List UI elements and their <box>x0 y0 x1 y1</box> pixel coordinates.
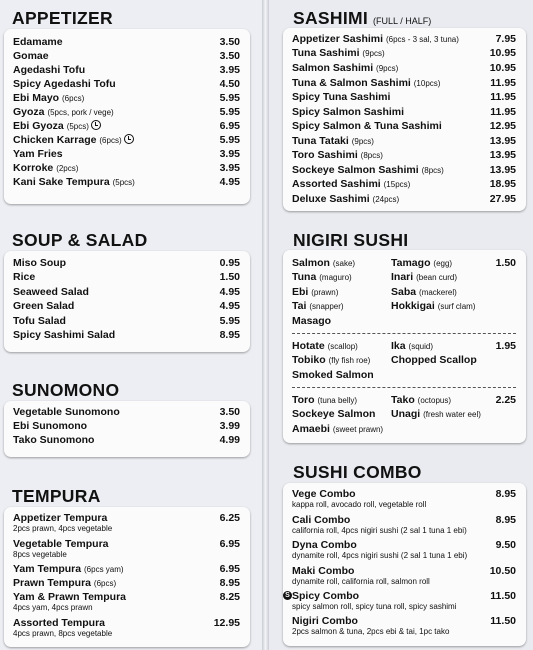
item-note: (15pcs) <box>383 180 411 189</box>
item-price: 13.95 <box>489 164 516 176</box>
item-name: Spicy Salmon Sashimi <box>292 106 405 118</box>
item-price: 3.50 <box>219 50 240 62</box>
item-note: (24pcs) <box>372 195 400 204</box>
menu-item <box>13 577 240 591</box>
item-name: Salmon Sashimi (9pcs) <box>292 62 399 74</box>
item-price: 10.95 <box>489 62 516 74</box>
item-price: 5.95 <box>219 315 240 327</box>
menu-item <box>13 78 240 92</box>
appetizer-heading: APPETIZER <box>12 8 113 28</box>
nigiri-box <box>283 250 526 443</box>
sunomono-box <box>4 401 250 457</box>
item-name: Appetizer Tempura <box>13 512 108 524</box>
menu-item <box>13 617 240 643</box>
sushi-combo-heading: SUSHI COMBO <box>293 462 422 482</box>
menu-item <box>292 514 516 540</box>
item-note: (8pcs) <box>421 166 444 175</box>
item-price: 5.95 <box>219 92 240 104</box>
nigiri-heading: NIGIRI SUSHI <box>293 230 409 250</box>
nigiri-item: Tobiko (fly fish roe) <box>292 354 371 366</box>
item-price: 12.95 <box>489 120 516 132</box>
menu-item <box>292 33 516 47</box>
item-name: Tako Sunomono <box>13 434 95 446</box>
menu-item <box>292 193 516 207</box>
item-price: 4.95 <box>219 286 240 298</box>
item-name: Spicy Agedashi Tofu <box>13 78 116 90</box>
menu-item <box>13 176 240 190</box>
menu-item <box>292 77 516 91</box>
menu-item <box>13 434 240 448</box>
menu-item <box>13 271 240 285</box>
item-price: 3.95 <box>219 148 240 160</box>
item-description: 2pcs prawn, 4pcs vegetable <box>13 524 113 533</box>
item-note: (5pcs, pork / vege) <box>47 108 114 117</box>
item-price: 11.50 <box>490 615 516 627</box>
menu-item <box>292 539 516 565</box>
item-description: 2pcs salmon & tuna, 2pcs ebi & tai, 1pc tako <box>292 627 450 636</box>
nigiri-item: Ika (squid) <box>391 340 433 352</box>
item-name: Kani Sake Tempura (5pcs) <box>13 176 135 188</box>
clock-icon <box>124 134 134 144</box>
item-name: Assorted Tempura <box>13 617 105 629</box>
menu-item <box>292 615 516 641</box>
item-price: 6.95 <box>219 563 240 575</box>
menu-item <box>13 134 240 148</box>
nigiri-item: Tako (octopus) <box>391 394 452 406</box>
menu-item <box>13 162 240 176</box>
item-price: 6.95 <box>219 120 240 132</box>
nigiri-item: Inari (bean curd) <box>391 271 458 283</box>
item-note: (6pcs - 3 sal, 3 tuna) <box>385 35 459 44</box>
nigiri-item: Tamago (egg) <box>391 257 453 269</box>
item-price: 10.95 <box>489 47 516 59</box>
nigiri-item: Hotate (scallop) <box>292 340 358 352</box>
menu-item <box>13 92 240 106</box>
item-name: Cali Combo <box>292 514 351 526</box>
nigiri-item: Chopped Scallop <box>391 354 477 366</box>
menu-item <box>292 106 516 120</box>
item-price: 7.95 <box>495 33 516 45</box>
item-price: 6.25 <box>219 512 240 524</box>
item-description: california roll, 4pcs nigiri sushi (2 sal 1 tuna 1 ebi) <box>292 526 467 535</box>
menu-item <box>13 591 240 617</box>
item-price: 11.95 <box>490 77 516 89</box>
nigiri-item: Masago <box>292 315 332 327</box>
item-price: 3.50 <box>219 406 240 418</box>
item-price: 11.95 <box>490 106 516 118</box>
nigiri-item: Salmon (sake) <box>292 257 356 269</box>
menu-item <box>13 406 240 420</box>
item-price: 12.95 <box>213 617 240 629</box>
nigiri-group-price: 2.25 <box>495 394 516 406</box>
item-name: Edamame <box>13 36 63 48</box>
item-name: Chicken Karrage (6pcs) <box>13 134 134 146</box>
item-note: (2pcs) <box>56 164 79 173</box>
item-description: spicy salmon roll, spicy tuna roll, spicy sashimi <box>292 602 457 611</box>
item-note: (6pcs) <box>62 94 85 103</box>
menu-item <box>292 565 516 591</box>
item-name: Spicy Tuna Sashimi <box>292 91 391 103</box>
menu-item <box>292 149 516 163</box>
item-description: 8pcs vegetable <box>13 550 67 559</box>
sashimi-subheading: (FULL / HALF) <box>373 16 432 26</box>
sashimi-box <box>283 28 526 211</box>
item-price: 3.95 <box>219 64 240 76</box>
item-price: 9.50 <box>495 539 516 551</box>
item-name: Sockeye Salmon Sashimi (8pcs) <box>292 164 444 176</box>
menu-item <box>13 36 240 50</box>
menu-item <box>13 148 240 162</box>
item-name: Assorted Sashimi (15pcs) <box>292 178 411 190</box>
item-name: Deluxe Sashimi (24pcs) <box>292 193 400 205</box>
menu-item <box>13 120 240 134</box>
item-name: Tofu Salad <box>13 315 66 327</box>
menu-item <box>13 286 240 300</box>
item-price: 8.95 <box>495 488 516 500</box>
nigiri-item: Amaebi (sweet prawn) <box>292 423 384 435</box>
item-name: Ebi Gyoza (5pcs) <box>13 120 101 132</box>
item-price: 18.95 <box>489 178 516 190</box>
item-name: Spicy Salmon & Tuna Sashimi <box>292 120 442 132</box>
menu-item <box>13 315 240 329</box>
item-note: (10pcs) <box>413 79 441 88</box>
divider <box>292 387 516 388</box>
item-name: Yam Fries <box>13 148 63 160</box>
nigiri-item: Saba (mackerel) <box>391 286 457 298</box>
item-name: Tuna Tataki (9pcs) <box>292 135 374 147</box>
item-note: (9pcs) <box>362 49 385 58</box>
item-price: 3.50 <box>219 36 240 48</box>
item-name: Spicy Sashimi Salad <box>13 329 116 341</box>
item-note: (6pcs) <box>93 579 117 588</box>
item-name: Seaweed Salad <box>13 286 89 298</box>
item-note: (8pcs) <box>360 151 383 160</box>
item-price: 10.50 <box>489 565 516 577</box>
nigiri-item: Ebi (prawn) <box>292 286 339 298</box>
item-note: (9pcs) <box>376 64 399 73</box>
item-price: 4.95 <box>219 176 240 188</box>
item-name: Vegetable Tempura <box>13 538 109 550</box>
item-name: Green Salad <box>13 300 75 312</box>
item-price: 3.95 <box>219 162 240 174</box>
item-name: Yam Tempura (6pcs yam) <box>13 563 124 575</box>
item-price: 4.99 <box>219 434 240 446</box>
nigiri-item: Sockeye Salmon <box>292 408 376 420</box>
spicy-icon: S <box>283 591 292 600</box>
item-note: (5pcs) <box>66 122 89 131</box>
item-price: 5.95 <box>219 134 240 146</box>
nigiri-item: Hokkigai (surf clam) <box>391 300 476 312</box>
item-name: Tuna Sashimi (9pcs) <box>292 47 385 59</box>
menu-item <box>292 488 516 514</box>
sushi-combo-box <box>283 483 526 646</box>
item-price: 4.95 <box>219 300 240 312</box>
item-name: Gomae <box>13 50 49 62</box>
menu-item <box>13 538 240 564</box>
item-price: 8.95 <box>219 329 240 341</box>
tempura-heading: TEMPURA <box>12 486 101 506</box>
item-name: Ebi Mayo (6pcs) <box>13 92 85 104</box>
item-name: Toro Sashimi (8pcs) <box>292 149 383 161</box>
menu-item <box>292 91 516 105</box>
item-name: Appetizer Sashimi (6pcs - 3 sal, 3 tuna) <box>292 33 459 45</box>
item-note: (6pcs yam) <box>84 565 124 574</box>
soup-salad-box <box>4 251 250 352</box>
item-price: 8.25 <box>219 591 240 603</box>
menu-item <box>292 164 516 178</box>
menu-item <box>292 178 516 192</box>
item-description: dynamite roll, 4pcs nigiri sushi (2 sal 1 tuna 1 ebi) <box>292 551 468 560</box>
item-price: 5.95 <box>219 106 240 118</box>
appetizer-box <box>4 29 250 204</box>
menu-item <box>292 62 516 76</box>
item-name: Miso Soup <box>13 257 67 269</box>
menu-item <box>292 135 516 149</box>
item-price: 4.50 <box>219 78 240 90</box>
item-name: Yam & Prawn Tempura <box>13 591 127 603</box>
sashimi-heading: SASHIMI (FULL / HALF) <box>293 8 432 28</box>
item-name: Prawn Tempura (6pcs) <box>13 577 117 589</box>
item-price: 11.95 <box>490 91 516 103</box>
nigiri-item: Tai (snapper) <box>292 300 344 312</box>
item-name: Agedashi Tofu <box>13 64 86 76</box>
item-name: Nigiri Combo <box>292 615 358 627</box>
item-name: Spicy Combo <box>292 590 360 602</box>
item-price: 1.50 <box>219 271 240 283</box>
item-name: Rice <box>13 271 36 283</box>
item-price: 27.95 <box>489 193 516 205</box>
divider <box>292 333 516 334</box>
item-description: 4pcs prawn, 8pcs vegetable <box>13 629 113 638</box>
item-note: (6pcs) <box>99 136 122 145</box>
menu-item <box>13 50 240 64</box>
menu-item <box>13 257 240 271</box>
soup-salad-heading: SOUP & SALAD <box>12 230 148 250</box>
nigiri-group-price: 1.50 <box>495 257 516 269</box>
item-note: (5pcs) <box>112 178 135 187</box>
page-fold <box>262 0 269 650</box>
item-name: Korroke (2pcs) <box>13 162 79 174</box>
nigiri-item: Toro (tuna belly) <box>292 394 358 406</box>
item-price: 8.95 <box>495 514 516 526</box>
menu-item <box>13 329 240 343</box>
item-name: Gyoza (5pcs, pork / vege) <box>13 106 114 118</box>
item-price: 11.50 <box>490 590 516 602</box>
item-price: 13.95 <box>489 149 516 161</box>
menu-item <box>13 563 240 577</box>
nigiri-item: Unagi (fresh water eel) <box>391 408 481 420</box>
item-name: Maki Combo <box>292 565 355 577</box>
item-name: Vege Combo <box>292 488 356 500</box>
item-price: 6.95 <box>219 538 240 550</box>
item-price: 0.95 <box>219 257 240 269</box>
menu-item <box>292 120 516 134</box>
item-note: (9pcs) <box>351 137 374 146</box>
item-price: 13.95 <box>489 135 516 147</box>
nigiri-group-price: 1.95 <box>495 340 516 352</box>
item-name: Dyna Combo <box>292 539 357 551</box>
tempura-box <box>4 507 250 647</box>
item-name: Tuna & Salmon Sashimi (10pcs) <box>292 77 441 89</box>
menu-item <box>13 64 240 78</box>
menu-item <box>13 512 240 538</box>
menu-item <box>13 106 240 120</box>
item-name: Ebi Sunomono <box>13 420 88 432</box>
nigiri-item: Tuna (maguro) <box>292 271 352 283</box>
item-description: kappa roll, avocado roll, vegetable roll <box>292 500 427 509</box>
item-description: 4pcs yam, 4pcs prawn <box>13 603 93 612</box>
menu-item <box>292 47 516 61</box>
clock-icon <box>91 120 101 130</box>
menu-item <box>285 590 516 616</box>
menu-item <box>13 300 240 314</box>
menu-item <box>13 420 240 434</box>
nigiri-item: Smoked Salmon <box>292 369 374 381</box>
sunomono-heading: SUNOMONO <box>12 380 120 400</box>
item-price: 8.95 <box>219 577 240 589</box>
item-price: 3.99 <box>219 420 240 432</box>
item-name: Vegetable Sunomono <box>13 406 120 418</box>
item-description: dynamite roll, california roll, salmon roll <box>292 577 430 586</box>
